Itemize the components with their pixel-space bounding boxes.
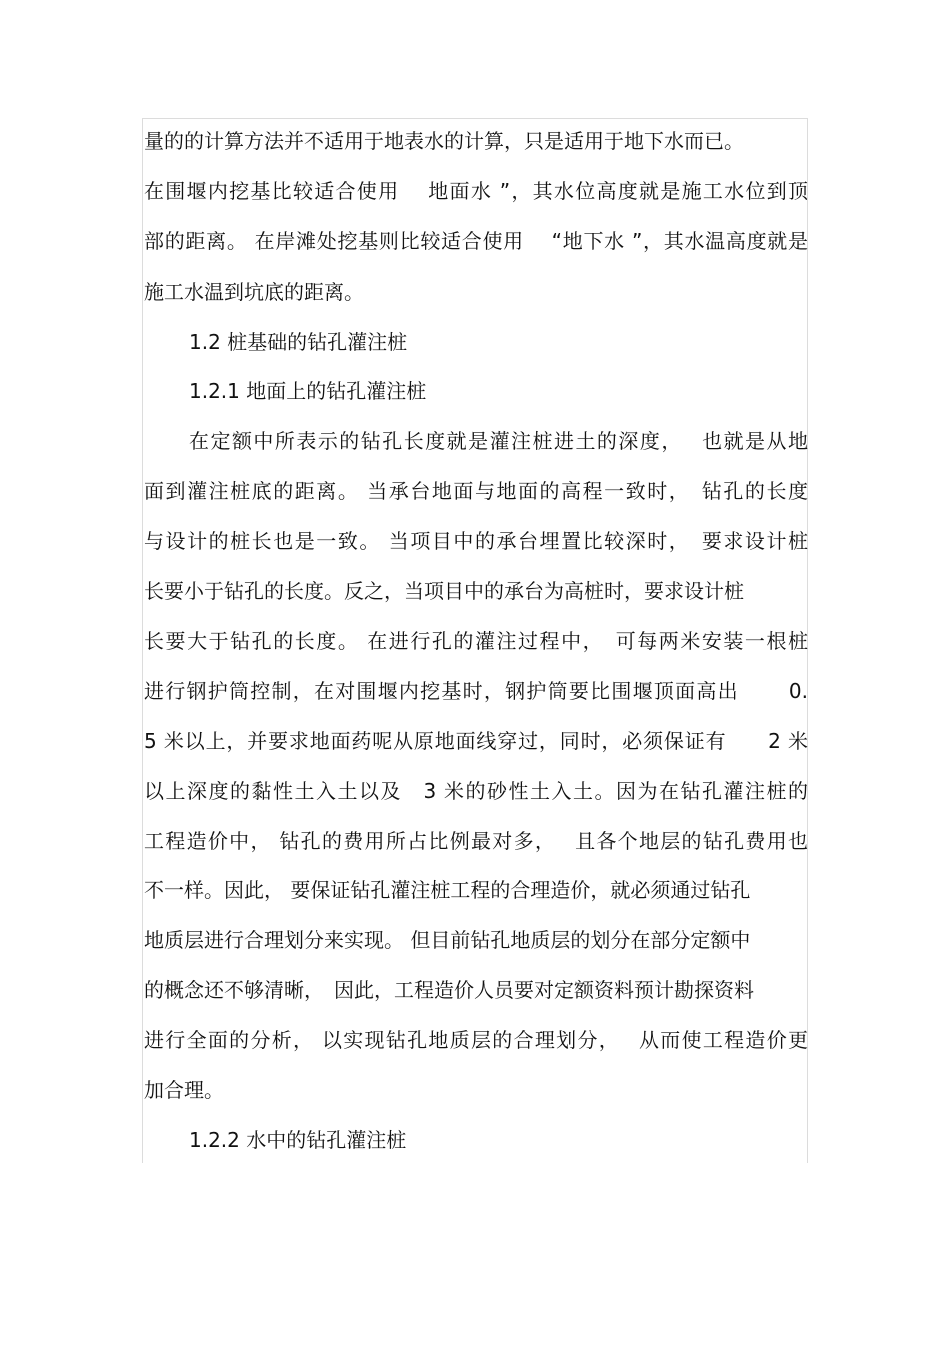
text-line: 与设计的桩长也是一致。 当项目中的承台埋置比较深时， 要求设计桩 xyxy=(144,529,808,553)
text-line: 进行全面的分析， 以实现钻孔地质层的合理划分， 从而使工程造价更 xyxy=(144,1028,808,1052)
text-line: 施工水温到坑底的距离。 xyxy=(144,280,364,304)
text-line: 加合理。 xyxy=(144,1078,224,1102)
section-heading: 1.2.1 地面上的钻孔灌注桩 xyxy=(189,379,427,403)
text-line: 在围堰内挖基比较适合使用 地面水 ”，其水位高度就是施工水位到顶 xyxy=(144,179,808,203)
text-line: 部的距离。 在岸滩处挖基则比较适合使用 “地下水 ”，其水温高度就是 xyxy=(144,229,808,253)
text-line: 不一样。因此， 要保证钻孔灌注桩工程的合理造价，就必须通过钻孔 xyxy=(144,878,751,902)
text-line: 工程造价中， 钻孔的费用所占比例最对多， 且各个地层的钻孔费用也 xyxy=(144,829,808,853)
text-line: 长要小于钻孔的长度。反之，当项目中的承台为高桩时，要求设计桩 xyxy=(144,579,744,603)
text-line: 面到灌注桩底的距离。 当承台地面与地面的高程一致时， 钻孔的长度 xyxy=(144,479,808,503)
text-line: 长要大于钻孔的长度。 在进行孔的灌注过程中， 可每两米安装一根桩 xyxy=(144,629,808,653)
text-line: 在定额中所表示的钻孔长度就是灌注桩进土的深度， 也就是从地 xyxy=(189,429,808,453)
text-line: 进行钢护筒控制，在对围堰内挖基时，钢护筒要比围堰顶面高出 0. xyxy=(144,679,808,703)
text-line: 5 米以上，并要求地面药呢从原地面线穿过，同时，必须保证有 2 米 xyxy=(144,729,808,753)
text-line: 以上深度的黏性土入土以及 3 米的砂性土入土。因为在钻孔灌注桩的 xyxy=(144,779,808,803)
section-heading: 1.2.2 水中的钻孔灌注桩 xyxy=(189,1128,407,1152)
section-heading: 1.2 桩基础的钻孔灌注桩 xyxy=(189,330,408,354)
text-line: 的概念还不够清晰， 因此，工程造价人员要对定额资料预计勘探资料 xyxy=(144,978,754,1002)
text-line: 量的的计算方法并不适用于地表水的计算，只是适用于地下水而已。 xyxy=(144,129,744,153)
text-line: 地质层进行合理划分来实现。 但目前钻孔地质层的划分在部分定额中 xyxy=(144,928,751,952)
